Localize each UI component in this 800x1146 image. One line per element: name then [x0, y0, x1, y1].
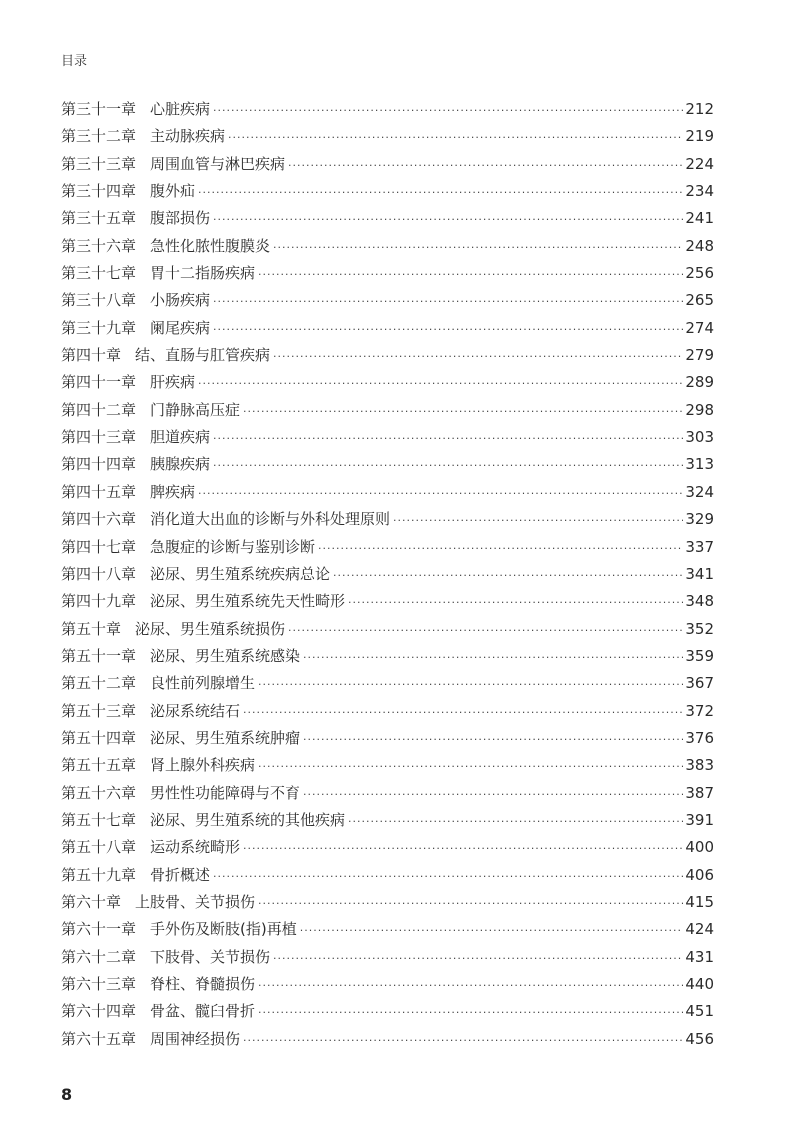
toc-entry[interactable]	[61, 998, 714, 1025]
dot-leader	[258, 671, 683, 698]
toc-entry[interactable]	[61, 479, 714, 506]
chapter-page-number: 359	[685, 646, 714, 665]
chapter-title: 门静脉高压症	[150, 400, 241, 419]
dot-leader	[213, 288, 683, 315]
chapter-title: 结、直肠与肛管疾病	[135, 346, 271, 365]
running-head: 目录	[61, 54, 88, 69]
chapter-page-number: 234	[685, 182, 714, 201]
chapter-title: 上肢骨、关节损伤	[135, 892, 256, 911]
dot-leader	[273, 945, 683, 972]
chapter-title: 周围神经损伤	[150, 1029, 241, 1048]
chapter-page-number: 265	[685, 291, 714, 310]
chapter-number: 第四十一章	[61, 373, 137, 392]
dot-leader	[213, 206, 683, 233]
toc-entry[interactable]	[61, 588, 714, 615]
chapter-number: 第四十二章	[61, 400, 137, 419]
chapter-title: 肾上腺外科疾病	[150, 756, 256, 775]
dot-leader	[258, 972, 683, 999]
dot-leader	[213, 316, 683, 343]
chapter-page-number: 391	[685, 810, 714, 829]
chapter-page-number: 279	[685, 346, 714, 365]
dot-leader	[288, 152, 683, 179]
toc-entry[interactable]	[61, 205, 714, 232]
chapter-page-number: 456	[685, 1029, 714, 1048]
chapter-page-number: 212	[685, 100, 714, 118]
chapter-number: 第三十六章	[61, 236, 137, 255]
chapter-page-number: 400	[685, 838, 714, 857]
chapter-title: 急性化脓性腹膜炎	[150, 236, 271, 255]
toc-entry[interactable]	[61, 807, 714, 834]
chapter-number: 第三十三章	[61, 154, 137, 173]
dot-leader	[198, 480, 683, 507]
chapter-page-number: 248	[685, 236, 714, 255]
chapter-page-number: 376	[685, 728, 714, 747]
toc-entry[interactable]	[61, 616, 714, 643]
toc-entry[interactable]	[61, 260, 714, 287]
toc-entry[interactable]	[61, 725, 714, 752]
dot-leader	[303, 781, 683, 808]
toc-entry[interactable]	[61, 123, 714, 150]
dot-leader	[243, 699, 683, 726]
chapter-number: 第四十六章	[61, 510, 137, 529]
chapter-number: 第三十四章	[61, 182, 137, 201]
toc-entry[interactable]	[61, 944, 714, 971]
toc-entry[interactable]	[61, 151, 714, 178]
dot-leader	[273, 343, 683, 370]
chapter-number: 第五十三章	[61, 701, 137, 720]
table-of-contents	[61, 96, 714, 1053]
chapter-number: 第三十五章	[61, 209, 137, 228]
toc-entry[interactable]	[61, 1026, 714, 1053]
chapter-title: 泌尿、男生殖系统疾病总论	[150, 564, 331, 583]
dot-leader	[393, 507, 683, 534]
chapter-page-number: 406	[685, 865, 714, 884]
chapter-title: 肝疾病	[150, 373, 196, 392]
chapter-title: 下肢骨、关节损伤	[150, 947, 271, 966]
dot-leader	[243, 1027, 683, 1054]
chapter-number: 第三十九章	[61, 318, 137, 337]
chapter-number: 第六十四章	[61, 1002, 137, 1021]
chapter-title: 泌尿、男生殖系统肿瘤	[150, 728, 301, 747]
chapter-title: 良性前列腺增生	[150, 674, 256, 693]
chapter-number: 第四十九章	[61, 592, 137, 611]
toc-entry[interactable]	[61, 643, 714, 670]
chapter-page-number: 372	[685, 701, 714, 720]
dot-leader	[300, 917, 684, 944]
dot-leader	[243, 398, 683, 425]
chapter-page-number: 224	[685, 154, 714, 173]
dot-leader	[303, 644, 683, 671]
chapter-page-number: 424	[685, 920, 714, 939]
dot-leader	[333, 562, 683, 589]
chapter-number: 第三十八章	[61, 291, 137, 310]
chapter-title: 脾疾病	[150, 482, 196, 501]
toc-entry[interactable]	[61, 369, 714, 396]
toc-entry[interactable]	[61, 889, 714, 916]
page-number: 8	[61, 1085, 73, 1104]
chapter-number: 第三十七章	[61, 264, 137, 283]
chapter-number: 第五十章	[61, 619, 122, 638]
toc-entry[interactable]	[61, 342, 714, 369]
chapter-page-number: 303	[685, 428, 714, 447]
dot-leader	[213, 863, 683, 890]
chapter-page-number: 313	[685, 455, 714, 474]
chapter-title: 运动系统畸形	[150, 838, 241, 857]
chapter-page-number: 387	[685, 783, 714, 802]
dot-leader	[213, 97, 683, 124]
toc-entry[interactable]	[61, 561, 714, 588]
dot-leader	[348, 589, 683, 616]
chapter-page-number: 352	[685, 619, 714, 638]
dot-leader	[258, 999, 683, 1026]
chapter-title: 骨盆、髋臼骨折	[150, 1002, 256, 1021]
dot-leader	[198, 179, 683, 206]
chapter-number: 第五十九章	[61, 865, 137, 884]
dot-leader	[288, 617, 683, 644]
chapter-page-number: 348	[685, 592, 714, 611]
chapter-number: 第五十七章	[61, 810, 137, 829]
chapter-number: 第四十四章	[61, 455, 137, 474]
chapter-number: 第六十三章	[61, 975, 137, 993]
dot-leader	[258, 261, 683, 288]
chapter-number: 第四十七章	[61, 537, 137, 556]
chapter-page-number: 440	[685, 975, 714, 993]
dot-leader	[348, 808, 683, 835]
chapter-page-number: 451	[685, 1002, 714, 1021]
dot-leader	[243, 835, 683, 862]
chapter-title: 泌尿、男生殖系统感染	[150, 646, 301, 665]
chapter-title: 胃十二指肠疾病	[150, 264, 256, 283]
toc-entry[interactable]	[61, 752, 714, 779]
chapter-number: 第三十二章	[61, 127, 137, 146]
chapter-number: 第六十章	[61, 892, 122, 911]
toc-entry[interactable]	[61, 397, 714, 424]
toc-entry[interactable]	[61, 916, 714, 943]
chapter-title: 主动脉疾病	[150, 127, 226, 146]
chapter-number: 第六十二章	[61, 947, 137, 966]
chapter-number: 第四十五章	[61, 482, 137, 501]
chapter-page-number: 329	[685, 510, 714, 529]
chapter-title: 泌尿系统结石	[150, 701, 241, 720]
chapter-number: 第五十二章	[61, 674, 137, 693]
chapter-page-number: 383	[685, 756, 714, 775]
toc-entry[interactable]	[61, 96, 714, 123]
dot-leader	[198, 370, 683, 397]
chapter-page-number: 367	[685, 674, 714, 693]
toc-entry[interactable]	[61, 233, 714, 260]
toc-entry[interactable]	[61, 451, 714, 478]
chapter-page-number: 256	[685, 264, 714, 283]
chapter-page-number: 289	[685, 373, 714, 392]
dot-leader	[213, 425, 683, 452]
chapter-title: 男性性功能障碍与不育	[150, 783, 301, 802]
chapter-title: 腹部损伤	[150, 209, 211, 228]
chapter-title: 消化道大出血的诊断与外科处理原则	[150, 510, 391, 529]
chapter-number: 第六十五章	[61, 1029, 137, 1048]
chapter-page-number: 274	[685, 318, 714, 337]
chapter-title: 骨折概述	[150, 865, 211, 884]
chapter-page-number: 219	[685, 127, 714, 146]
chapter-number: 第五十六章	[61, 783, 137, 802]
chapter-title: 胆道疾病	[150, 428, 211, 447]
chapter-number: 第四十三章	[61, 428, 137, 447]
dot-leader	[273, 234, 683, 261]
chapter-page-number: 298	[685, 400, 714, 419]
chapter-title: 腹外疝	[150, 182, 196, 201]
chapter-title: 小肠疾病	[150, 291, 211, 310]
toc-entry[interactable]	[61, 287, 714, 314]
chapter-page-number: 431	[685, 947, 714, 966]
dot-leader	[228, 124, 683, 151]
chapter-page-number: 241	[685, 209, 714, 228]
toc-entry[interactable]	[61, 178, 714, 205]
chapter-number: 第四十章	[61, 346, 122, 365]
dot-leader	[318, 535, 683, 562]
chapter-title: 脊柱、脊髓损伤	[150, 975, 256, 993]
toc-entry[interactable]	[61, 971, 714, 998]
chapter-title: 胰腺疾病	[150, 455, 211, 474]
chapter-title: 泌尿、男生殖系统的其他疾病	[150, 810, 346, 829]
toc-entry[interactable]	[61, 698, 714, 725]
toc-entry[interactable]	[61, 780, 714, 807]
chapter-title: 急腹症的诊断与鉴别诊断	[150, 537, 316, 556]
dot-leader	[303, 726, 683, 753]
chapter-number: 第五十八章	[61, 838, 137, 857]
chapter-number: 第三十一章	[61, 100, 137, 118]
dot-leader	[213, 452, 683, 479]
chapter-page-number: 415	[685, 892, 714, 911]
chapter-title: 泌尿、男生殖系统先天性畸形	[150, 592, 346, 611]
chapter-number: 第六十一章	[61, 920, 137, 939]
toc-entry[interactable]	[61, 670, 714, 697]
toc-entry[interactable]	[61, 534, 714, 561]
toc-entry[interactable]	[61, 315, 714, 342]
chapter-number: 第五十一章	[61, 646, 137, 665]
dot-leader	[258, 753, 683, 780]
chapter-page-number: 337	[685, 537, 714, 556]
chapter-number: 第五十四章	[61, 728, 137, 747]
chapter-title: 阑尾疾病	[150, 318, 211, 337]
chapter-title: 手外伤及断肢(指)再植	[150, 920, 297, 939]
toc-entry[interactable]	[61, 424, 714, 451]
dot-leader	[258, 890, 683, 917]
chapter-page-number: 341	[685, 564, 714, 583]
chapter-number: 第五十五章	[61, 756, 137, 775]
toc-entry[interactable]	[61, 834, 714, 861]
chapter-title: 泌尿、男生殖系统损伤	[135, 619, 286, 638]
chapter-title: 心脏疾病	[150, 100, 211, 118]
chapter-number: 第四十八章	[61, 564, 137, 583]
chapter-page-number: 324	[685, 482, 714, 501]
toc-entry[interactable]	[61, 506, 714, 533]
chapter-title: 周围血管与淋巴疾病	[150, 154, 286, 173]
toc-entry[interactable]	[61, 862, 714, 889]
